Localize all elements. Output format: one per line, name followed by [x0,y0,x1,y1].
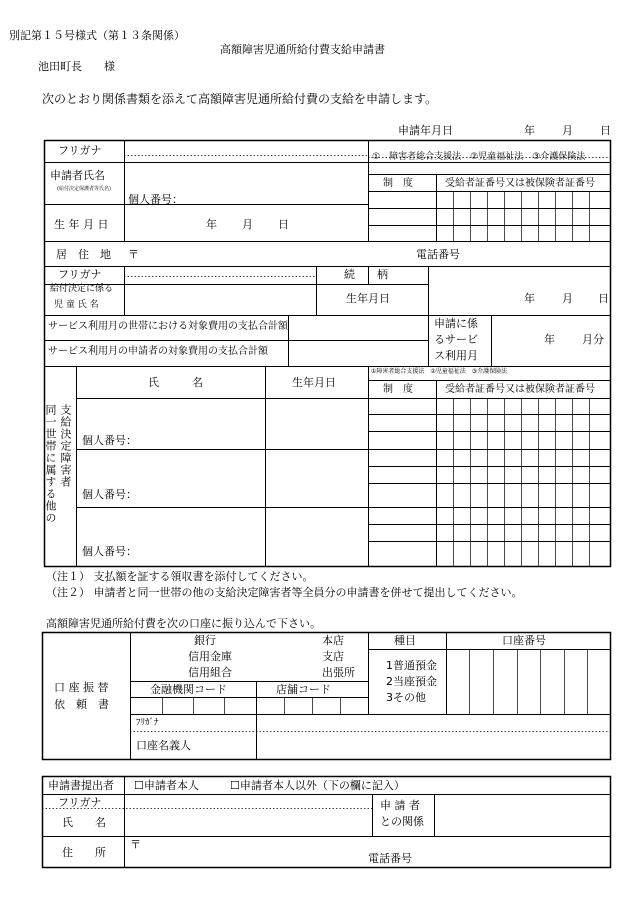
household-personal-number-1: 個人番号： [82,434,137,447]
household-side-label-left: 同一世帯に属する他の [44,404,57,524]
household-personal-number-2: 個人番号： [82,488,137,501]
applicant-name-note: (給付決定保護者等氏名) [57,186,111,192]
submitter-option-self[interactable]: ☐申請者本人 [134,779,199,792]
transfer-label-1: 口 座 振 替 [54,681,109,694]
household-name-header: 氏 名 [148,376,203,389]
household-personal-number-3: 個人番号： [82,545,137,558]
service-month-label-3: ス利用月 [434,349,478,362]
application-date-label: 申請年月日 [398,124,453,137]
child-label-line1: 給付決定に係る [50,284,114,294]
account-kind-other: 3その他 [386,691,426,704]
submitter-phone-label: 電話番号 [368,852,412,865]
household-total-label: サービス利用月の世帯における対象費用の支払合計額 [48,321,288,332]
note-2: （注２） 申請者と同一世帯の他の支給決定障害者等全員分の申請書を併せて提出してください。 [46,586,523,599]
bank-type-shinkin: 信用金庫 [188,650,232,663]
applicant-birthdate-label: 生 年 月 日 [54,218,109,231]
addressee: 池田町長 様 [38,60,115,73]
holder-furigana-label: ﾌﾘｶﾞﾅ [136,718,159,728]
application-day: 日 [600,124,611,137]
account-kind-current: 2当座預金 [386,675,437,688]
child-label-line2: 児 童 氏 名 [54,300,99,310]
account-kind-label: 種目 [394,634,416,647]
form-title: 高額障害児通所給付費支給申請書 [220,43,385,56]
submitter-address-label: 住 所 [62,846,106,859]
bank-type-bank: 銀行 [194,634,216,647]
note-1: （注１） 支払額を証する領収書を添付してください。 [46,570,314,583]
service-month-unit: 月分 [582,333,604,346]
bank-type-kumiai: 信用組合 [188,666,232,679]
applicant-total-label: サービス利用月の申請者の対象費用の支払合計額 [48,346,268,357]
applicant-furigana-label: フリガナ [58,144,102,157]
applicant-birth-year: 年 [206,218,217,231]
certificate-number-label: 受給者証番号又は被保険者証番号 [445,178,595,189]
submitter-relation-label-1: 申 請 者 [380,799,420,812]
account-number-label: 口座番号 [502,634,546,647]
bank-heading: 高額障害児通所給付費を次の口座に振り込んで下さい。 [46,617,321,630]
applicant-birth-month: 月 [242,218,253,231]
service-year: 年 [544,333,555,346]
branch-type-branch: 支店 [322,650,344,663]
applicant-birth-day: 日 [278,218,289,231]
form-number: 別記第１５号様式（第１３条関係） [9,29,185,42]
child-relation-label: 続 柄 [344,268,388,281]
submitter-relation-label-2: との関係 [380,815,424,828]
applicant-phone-label: 電話番号 [416,248,460,261]
household-side-label-right: 支給決定障害者 [59,404,72,488]
branch-type-head: 本店 [322,634,344,647]
service-month-label-2: るサービ [434,333,478,346]
branch-code-label: 店舗コード [276,683,331,696]
applicant-name-label: 申請者氏名 [50,169,105,182]
child-birth-year: 年 [524,292,535,305]
child-birthdate-label: 生年月日 [346,292,390,305]
account-holder-label: 口座名義人 [136,739,191,752]
submitter-furigana-label: フリガナ [58,796,102,809]
applicant-personal-number-label: 個人番号： [128,193,183,206]
submitter-label: 申請書提出者 [48,779,114,792]
account-kind-ordinary: 1普通預金 [386,659,437,672]
institution-code-label: 金融機関コード [150,683,227,696]
household-cert-label: 受給者証番号又は被保険者証番号 [445,384,595,395]
intro-text: 次のとおり関係書類を添えて高額障害児通所給付費の支給を申請します。 [42,92,438,106]
submitter-postal-mark: 〒 [130,838,141,851]
child-birth-month: 月 [562,292,573,305]
household-system-options: ①障害者総合支援法 ②児童福祉法 ③介護保険法 [371,368,508,375]
branch-type-sub: 出張所 [322,666,355,679]
service-month-label-1: 申請に係 [434,317,478,330]
system-options: ① 障害者総合支援法 ②児童福祉法 ③介護保険法 [372,152,586,162]
child-furigana-label: フリガナ [58,268,102,281]
residence-label: 居 住 地 [56,248,111,261]
transfer-label-2: 依 頼 書 [54,698,109,711]
household-birth-header: 生年月日 [292,376,336,389]
household-system-label: 制 度 [383,384,413,395]
application-month: 月 [562,124,573,137]
application-year: 年 [524,124,535,137]
submitter-name-label: 氏 名 [62,816,106,829]
residence-postal-mark: 〒 [128,248,139,261]
system-label: 制 度 [383,178,413,189]
child-birth-day: 日 [598,292,609,305]
submitter-option-other[interactable]: ☐申請者本人以外（下の欄に記入） [230,779,405,792]
